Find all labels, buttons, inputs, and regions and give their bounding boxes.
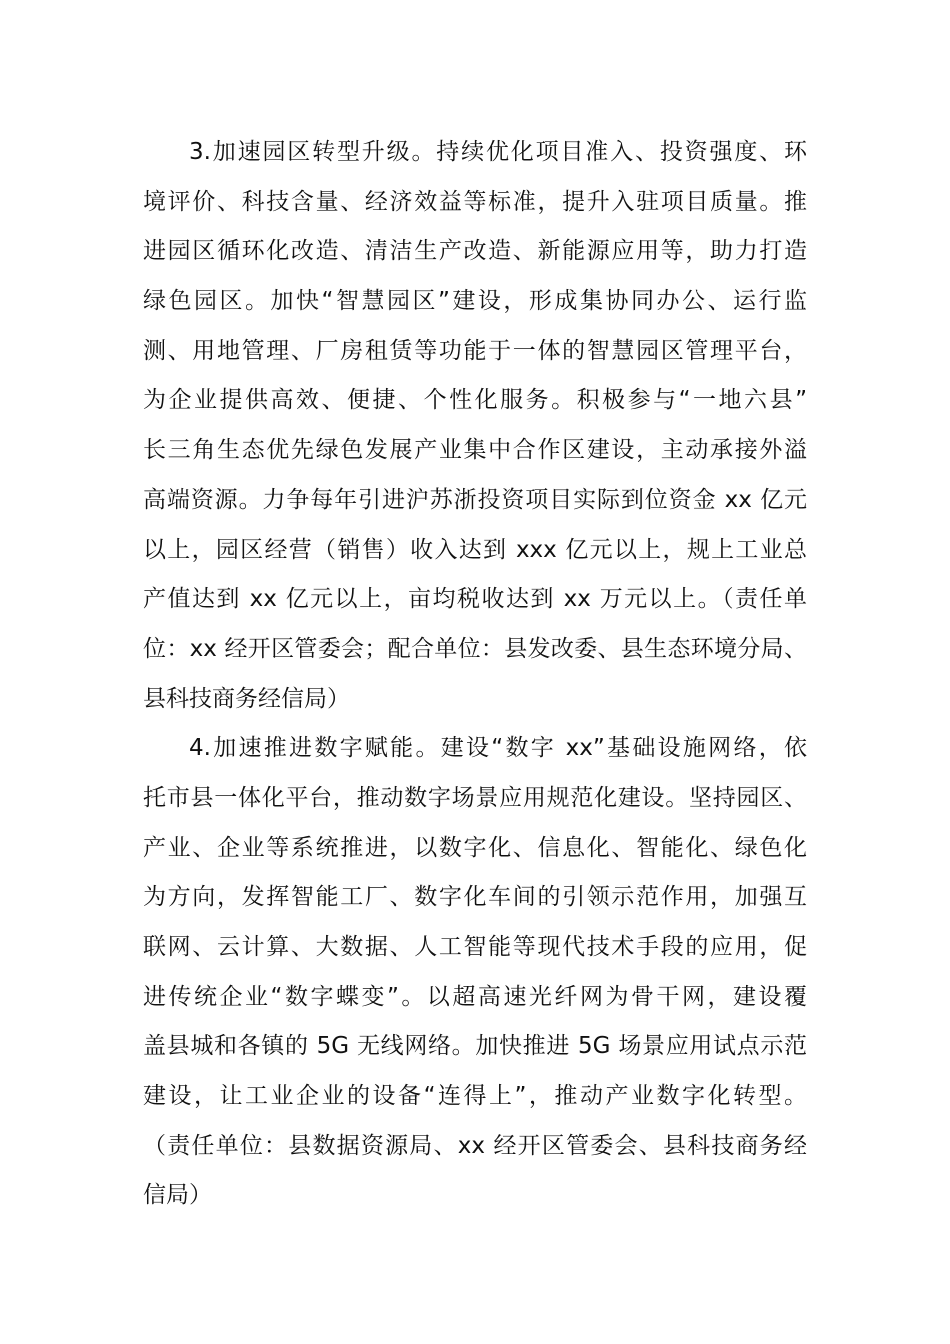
paragraph-line: 联网、云计算、大数据、人工智能等现代技术手段的应用，促 — [143, 934, 807, 960]
paragraph-line: 为企业提供高效、便捷、个性化服务。积极参与“一地六县” — [143, 387, 807, 414]
paragraph-digital-empowerment — [143, 724, 807, 1221]
document-body — [143, 128, 807, 1221]
paragraph-line: 产业、企业等系统推进，以数字化、信息化、智能化、绿色化 — [143, 834, 807, 861]
paragraph-line: 托市县一体化平台，推动数字场景应用规范化建设。坚持园区、 — [143, 784, 807, 811]
paragraph-line: 建设，让工业企业的设备“连得上”，推动产业数字化转型。 — [143, 1083, 807, 1110]
paragraph-line: 位：xx 经开区管委会；配合单位：县发改委、县生态环境分局、 — [143, 635, 807, 662]
paragraph-line: 以上，园区经营（销售）收入达到 xxx 亿元以上，规上工业总 — [143, 536, 807, 563]
paragraph-line: 长三角生态优先绿色发展产业集中合作区建设，主动承接外溢 — [143, 437, 807, 464]
paragraph-line: 信局） — [143, 1182, 212, 1209]
paragraph-line: 境评价、科技含量、经济效益等标准，提升入驻项目质量。推 — [143, 188, 807, 215]
paragraph-line: 进园区循环化改造、清洁生产改造、新能源应用等，助力打造 — [143, 238, 807, 265]
paragraph-line: （责任单位：县数据资源局、xx 经开区管委会、县科技商务经 — [143, 1132, 807, 1159]
paragraph-line: 3.加速园区转型升级。持续优化项目准入、投资强度、环 — [189, 139, 807, 165]
paragraph-line: 为方向，发挥智能工厂、数字化车间的引领示范作用，加强互 — [143, 884, 807, 911]
paragraph-line: 进传统企业“数字蝶变”。以超高速光纤网为骨干网，建设覆 — [143, 983, 807, 1010]
paragraph-line: 盖县城和各镇的 5G 无线网络。加快推进 5G 场景应用试点示范 — [143, 1033, 807, 1060]
paragraph-line: 高端资源。力争每年引进沪苏浙投资项目实际到位资金 xx 亿元 — [143, 486, 807, 513]
paragraph-line: 4.加速推进数字赋能。建设“数字 xx”基础设施网络，依 — [189, 735, 807, 762]
paragraph-line: 测、用地管理、厂房租赁等功能于一体的智慧园区管理平台， — [143, 337, 807, 364]
paragraph-line: 县科技商务经信局） — [143, 685, 350, 712]
paragraph-line: 绿色园区。加快“智慧园区”建设，形成集协同办公、运行监 — [143, 288, 807, 315]
paragraph-line: 产值达到 xx 亿元以上，亩均税收达到 xx 万元以上。（责任单 — [143, 586, 807, 613]
paragraph-park-transformation — [143, 128, 807, 724]
